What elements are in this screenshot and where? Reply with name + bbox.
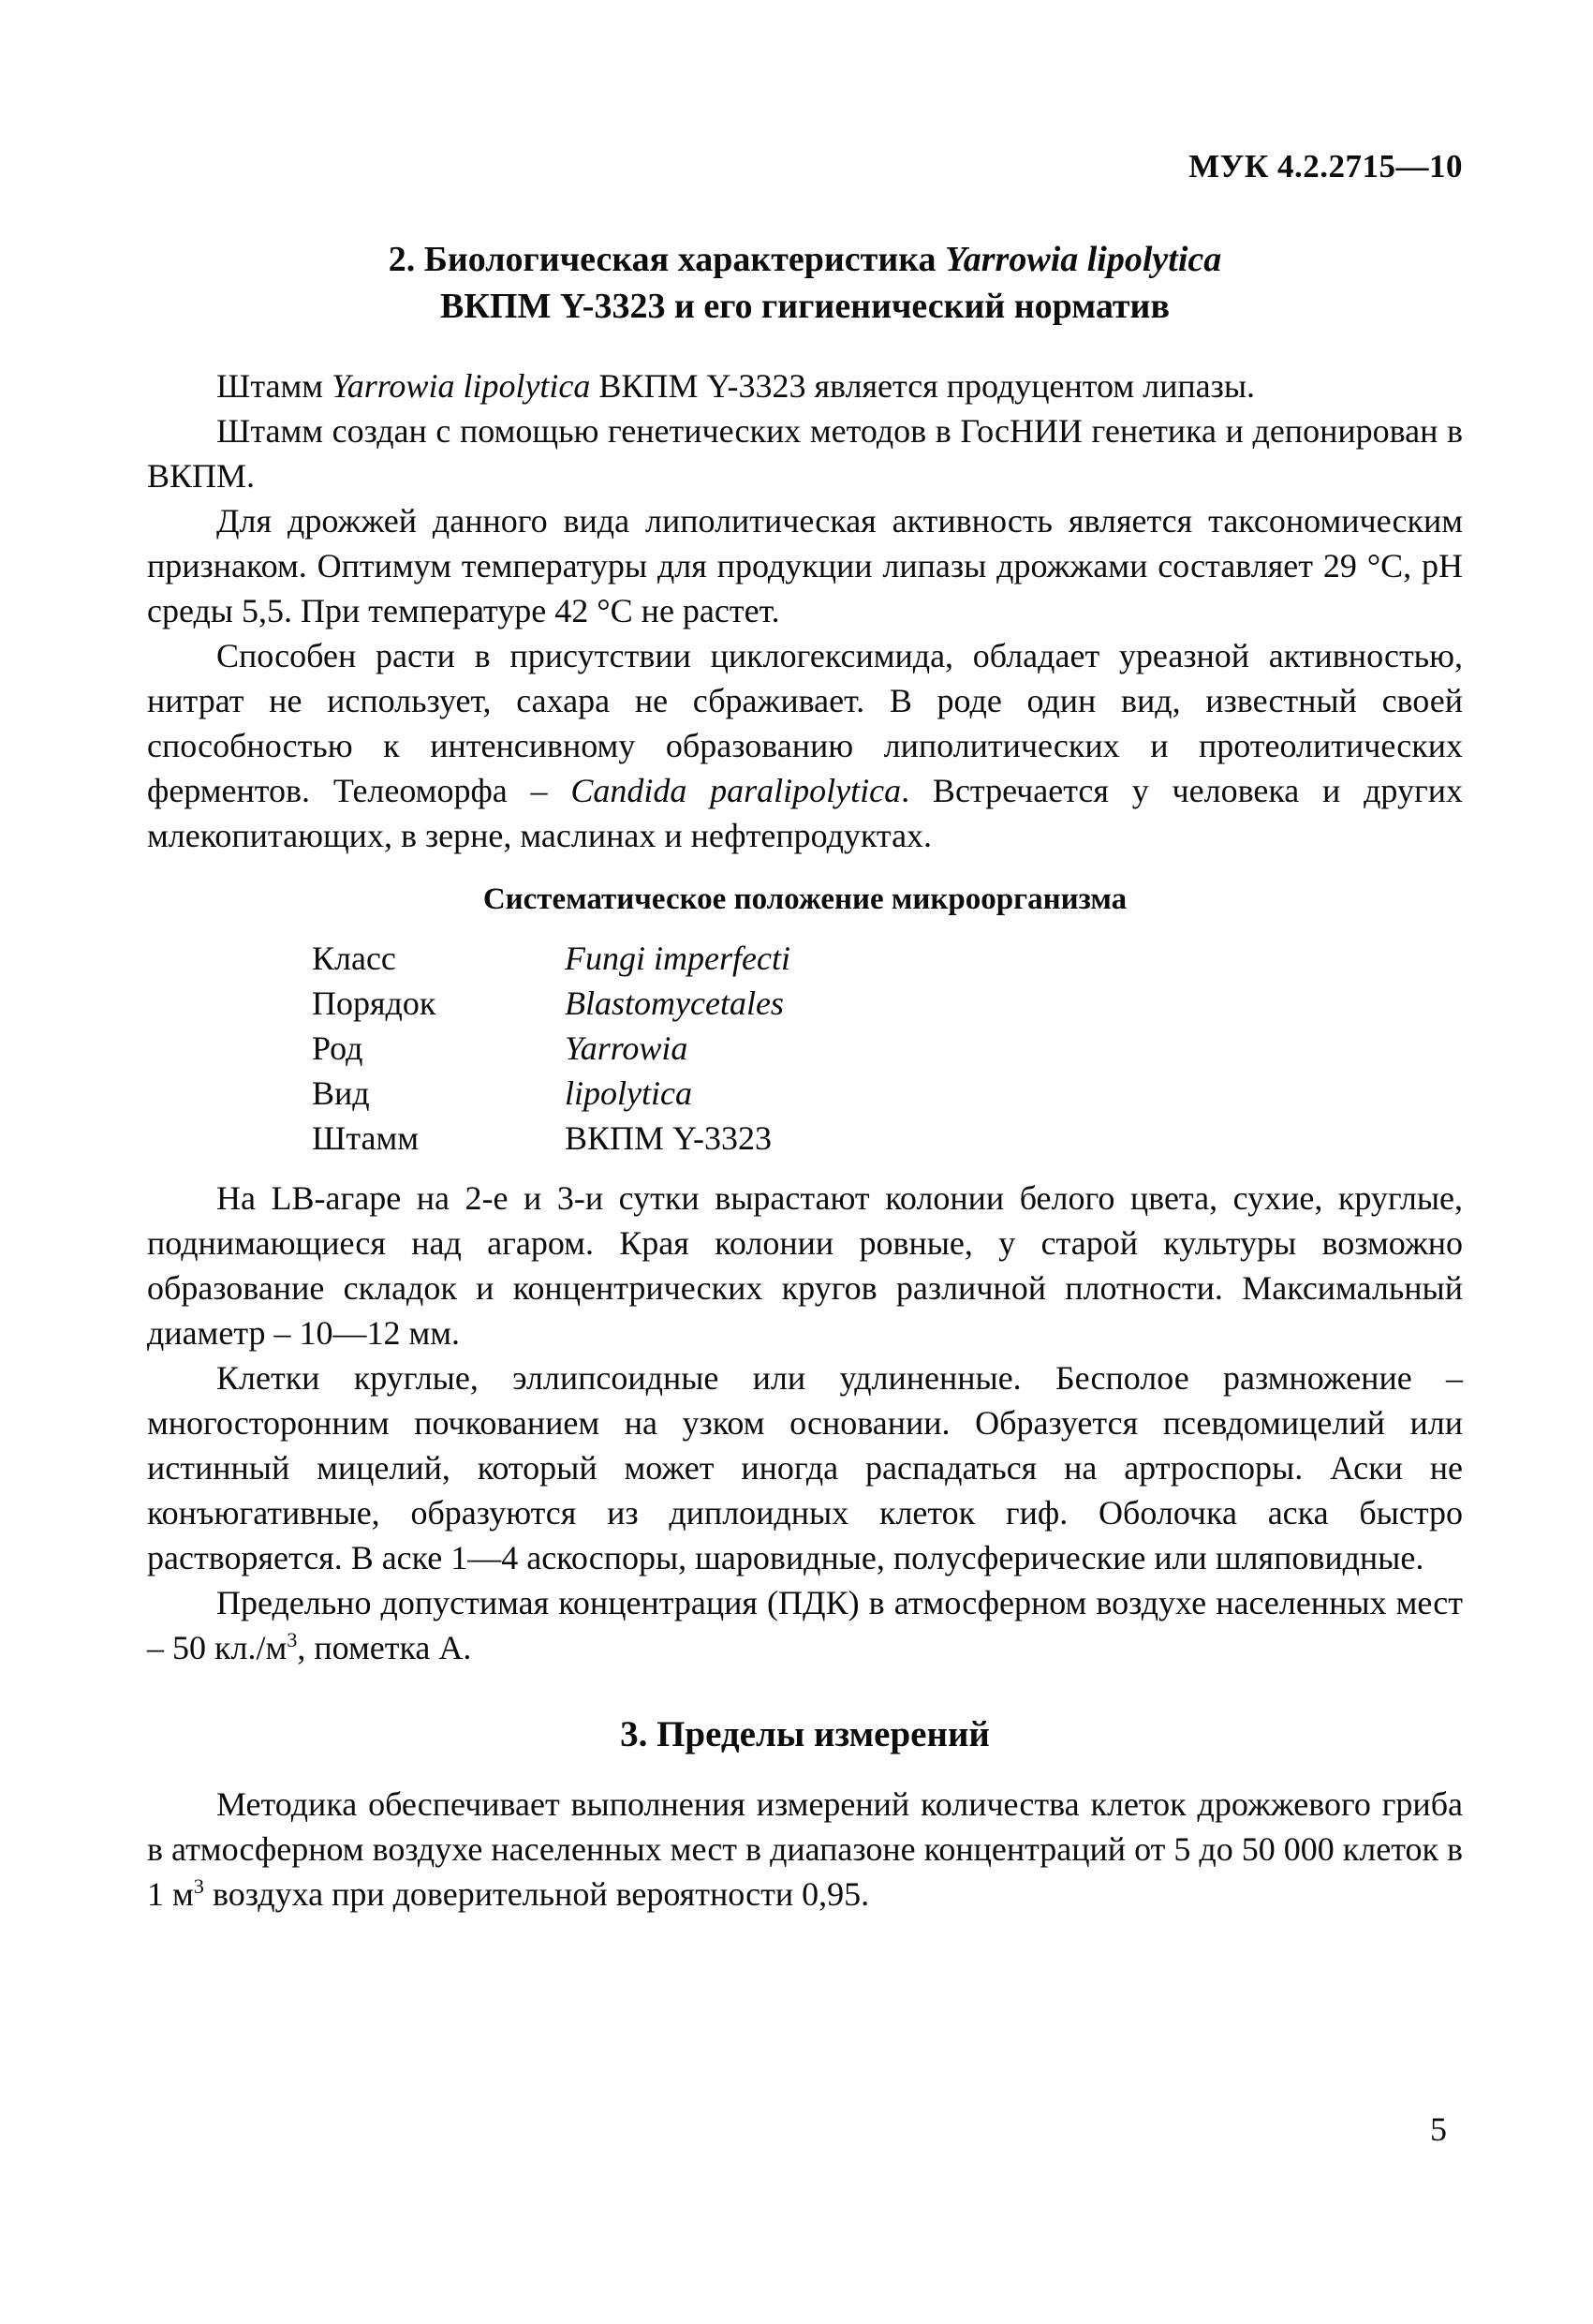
- taxonomy-term: Род: [312, 1029, 363, 1068]
- paragraph: Для дрожжей данного вида липолитическая активность является таксономическим признаком. Оптимум температуры для продукции липазы дрожжами составляет 29 °С, рН среды 5,5. При температуре 42 °С не растет.: [147, 502, 1463, 630]
- paragraph: Штамм Yarrowia lipolytica ВКПМ Y-3323 является продуцентом липазы.: [216, 367, 1256, 406]
- taxonomy-row: [312, 1026, 1463, 1071]
- section3-title: 3. Пределы измерений: [620, 1714, 990, 1755]
- section2-body: [147, 363, 1463, 1670]
- taxonomy-row: [312, 936, 1463, 981]
- paragraph: Штамм создан с помощью генетических методов в ГосНИИ генетика и депонирован в ВКПМ.: [147, 412, 1463, 496]
- taxonomy-value: ВКПМ Y-3323: [565, 1119, 773, 1158]
- paragraph: Методика обеспечивает выполнения измерений количества клеток дрожжевого гриба в атмосферном воздухе населенных мест в диапазоне концентраций от 5 до 50 000 клеток в 1 $м^3$ воздуха при доверительной вероятности 0,95.: [147, 1785, 1463, 1914]
- taxonomy-term: Вид: [312, 1074, 370, 1113]
- taxonomy-value: lipolytica: [565, 1074, 692, 1113]
- taxonomy-value: Blastomycetales: [565, 984, 784, 1023]
- section2-title: [147, 236, 1463, 330]
- page-number: 5: [1430, 2110, 1447, 2148]
- section2-title-line1: 2. Биологическая характеристика Yarrowia lipolytica: [388, 240, 1222, 279]
- taxonomy-term: Штамм: [312, 1119, 420, 1158]
- taxonomy-row: [312, 1116, 1463, 1161]
- paragraph: Способен расти в присутствии циклогексимида, обладает уреазной активностью, нитрат не использует, сахара не сбраживает. В роде один вид, известный своей способностью к интенсивному образованию липолитических и протеолитических ферментов. Телеоморфа – Candida paralipolytica. Встречается у человека и других млекопитающих, в зерне, маслинах и нефтепродуктах.: [147, 637, 1463, 855]
- taxonomy-row: [312, 981, 1463, 1026]
- taxonomy-term: Порядок: [312, 984, 436, 1023]
- paragraph: На LB-агаре на 2-е и 3-и сутки вырастают колонии белого цвета, сухие, круглые, поднимающиеся над агаром. Края колонии ровные, у старой культуры возможно образование складок и концентрических кругов различной плотности. Максимальный диаметр – 10—12 мм.: [147, 1179, 1463, 1353]
- taxonomy-row: [312, 1071, 1463, 1116]
- taxonomy-subtitle: Систематическое положение микроорганизма: [482, 882, 1128, 917]
- paragraph: Клетки круглые, эллипсоидные или удлиненные. Бесполое размножение – многосторонним почкованием на узком основании. Образуется псевдомицелий или истинный мицелий, который может иногда распадаться на артроспоры. Аски не конъюгативные, образуются из диплоидных клеток гиф. Оболочка аска быстро растворяется. В аске 1—4 аскоспоры, шаровидные, полусферические или шляповидные.: [147, 1359, 1463, 1577]
- taxonomy-term: Класс: [312, 940, 396, 978]
- document-reference: МУК 4.2.2715—10: [1188, 148, 1463, 185]
- paragraph: Предельно допустимая концентрация (ПДК) в атмосферном воздухе населенных мест – 50 $кл./м^3$, пометка А.: [147, 1584, 1463, 1667]
- section3-body: [147, 1782, 1463, 1917]
- taxonomy-value: Fungi imperfecti: [565, 940, 790, 978]
- taxonomy-table: [312, 936, 1463, 1161]
- taxonomy-value: Yarrowia: [565, 1029, 688, 1068]
- section2-title-line2: ВКПМ Y-3323 и его гигиенический норматив: [440, 287, 1170, 327]
